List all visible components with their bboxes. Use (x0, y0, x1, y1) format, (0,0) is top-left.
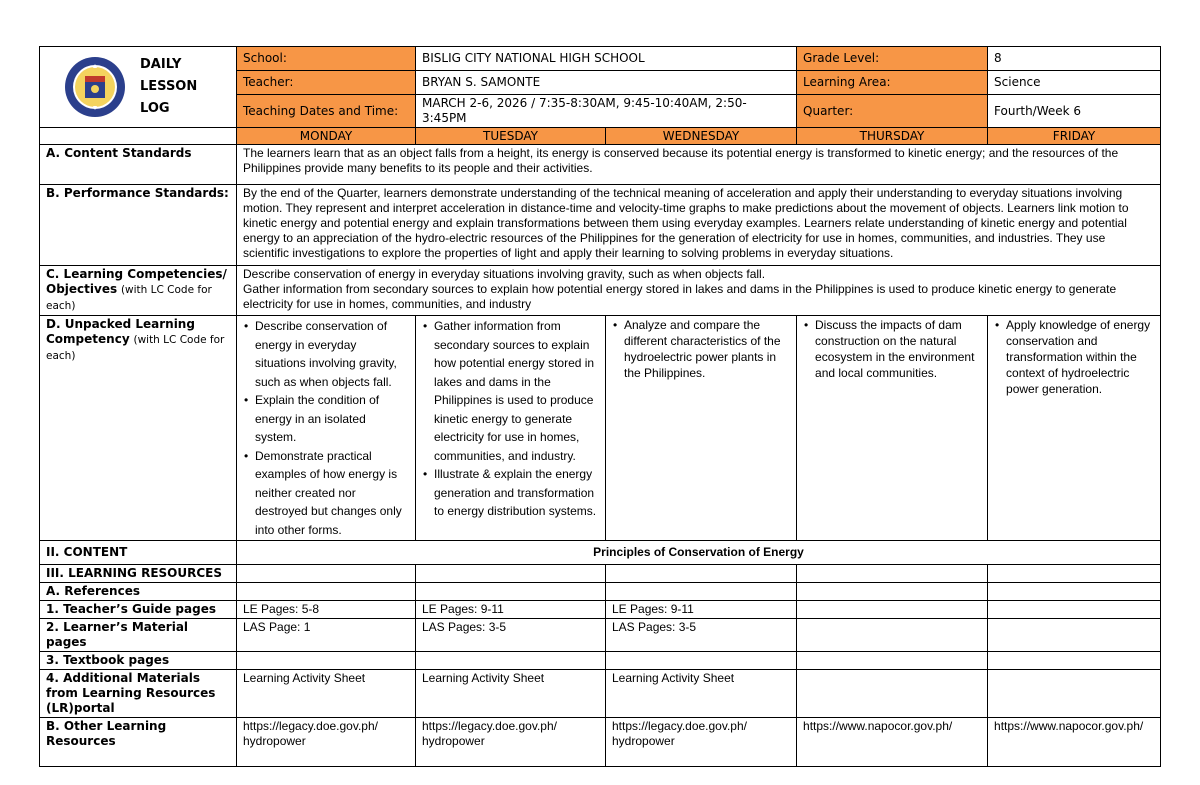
tg-wednesday: LE Pages: 9-11 (606, 601, 797, 619)
school-label: School: (237, 47, 416, 71)
teaching-dates-value: MARCH 2-6, 2026 / 7:35-8:30AM, 9:45-10:40AM, 2:50-3:45PM (416, 95, 797, 128)
content-standards-label: A. Content Standards (40, 145, 237, 185)
learners-material-label: 2. Learner’s Material pages (40, 619, 237, 652)
lm-tuesday: LAS Pages: 3-5 (416, 619, 606, 652)
list-item: • Explain the condition of energy in an isolated system. (255, 391, 409, 447)
add-monday: Learning Activity Sheet (237, 670, 416, 718)
list-item: • Describe conservation of energy in everyday situations involving gravity, such as when objects fall. (255, 317, 409, 391)
quarter-label: Quarter: (797, 95, 988, 128)
lm-monday: LAS Page: 1 (237, 619, 416, 652)
tg-monday: LE Pages: 5-8 (237, 601, 416, 619)
add-tuesday: Learning Activity Sheet (416, 670, 606, 718)
grade-level-label: Grade Level: (797, 47, 988, 71)
unpacked-friday (988, 316, 1161, 541)
other-monday: https://legacy.doe.gov.ph/ hydropower (237, 718, 416, 767)
title-log: LOG (140, 101, 170, 116)
unpacked-label: D. Unpacked Learning Competency (with LC Code for each) (40, 316, 237, 541)
daily-lesson-log-table (39, 46, 1161, 767)
teacher-label: Teacher: (237, 71, 416, 95)
tg-friday (988, 601, 1161, 619)
list-item: • Discuss the impacts of dam construction on the natural ecosystem in the environment and local communities. (815, 317, 981, 381)
add-wednesday: Learning Activity Sheet (606, 670, 797, 718)
other-resources-label: B. Other Learning Resources (40, 718, 237, 767)
day-wednesday: WEDNESDAY (606, 128, 797, 145)
unpacked-thursday (797, 316, 988, 541)
day-friday: FRIDAY (988, 128, 1161, 145)
other-thursday: https://www.napocor.gov.ph/ (797, 718, 988, 767)
competency-line-1: Describe conservation of energy in everyday situations involving gravity, such as when objects fall. (243, 267, 766, 281)
add-thursday (797, 670, 988, 718)
teaching-dates-label: Teaching Dates and Time: (237, 95, 416, 128)
quarter-value: Fourth/Week 6 (988, 95, 1161, 128)
references-label: A. References (40, 583, 237, 601)
teachers-guide-label: 1. Teacher’s Guide pages (40, 601, 237, 619)
learning-area-value: Science (988, 71, 1161, 95)
school-value: BISLIG CITY NATIONAL HIGH SCHOOL (416, 47, 797, 71)
list-item: • Illustrate & explain the energy generation and transformation to energy distribution systems. (434, 465, 599, 521)
day-monday: MONDAY (237, 128, 416, 145)
day-tuesday: TUESDAY (416, 128, 606, 145)
list-item: • Gather information from secondary sources to explain how potential energy stored in lakes and dams in the Philippines is used to produce kinetic energy to generate electricity for use in homes, communities, and industry. (434, 317, 599, 465)
textbook-label: 3. Textbook pages (40, 652, 237, 670)
performance-standards-label: B. Performance Standards: (40, 185, 237, 266)
content-standards-text: The learners learn that as an object falls from a height, its energy is conserved because its potential energy is transformed to kinetic energy; and the resources of the Philippines provide many benefits to its people and their activities. (237, 145, 1161, 185)
title-block (40, 47, 237, 128)
competencies-text (237, 266, 1161, 316)
lm-friday (988, 619, 1161, 652)
other-friday: https://www.napocor.gov.ph/ (988, 718, 1161, 767)
day-header-blank (40, 128, 237, 145)
list-item: • Analyze and compare the different characteristics of the hydroelectric power plants in the Philippines. (624, 317, 790, 381)
add-friday (988, 670, 1161, 718)
grade-level-value: 8 (988, 47, 1161, 71)
competencies-label: C. Learning Competencies/ Objectives (with LC Code for each) (40, 266, 237, 316)
tg-tuesday: LE Pages: 9-11 (416, 601, 606, 619)
day-thursday: THURSDAY (797, 128, 988, 145)
other-wednesday: https://legacy.doe.gov.ph/ hydropower (606, 718, 797, 767)
content-value: Principles of Conservation of Energy (237, 541, 1161, 565)
list-item: • Apply knowledge of energy conservation and transformation within the context of hydroelectric power generation. (1006, 317, 1154, 397)
teacher-value: BRYAN S. SAMONTE (416, 71, 797, 95)
deped-seal-icon (64, 56, 126, 118)
title-daily: DAILY (140, 57, 182, 72)
learning-resources-label: III. LEARNING RESOURCES (40, 565, 237, 583)
tg-thursday (797, 601, 988, 619)
lm-thursday (797, 619, 988, 652)
title-lesson: LESSON (140, 79, 198, 94)
unpacked-monday (237, 316, 416, 541)
additional-materials-label: 4. Additional Materials from Learning Resources (LR)portal (40, 670, 237, 718)
unpacked-tuesday (416, 316, 606, 541)
learning-area-label: Learning Area: (797, 71, 988, 95)
content-label: II. CONTENT (40, 541, 237, 565)
competency-line-2: Gather information from secondary sources to explain how potential energy stored in lakes and dams in the Philippines is used to produce kinetic energy to generate electricity for use in homes, communities, and industry (243, 282, 1117, 311)
list-item: • Demonstrate practical examples of how energy is neither created nor destroyed but changes only into other forms. (255, 447, 409, 540)
performance-standards-text: By the end of the Quarter, learners demonstrate understanding of the technical meaning of acceleration and apply their understanding to everyday situations involving motion. They represent and interpret acceleration in distance-time and velocity-time graphs to make predictions about the movement of objects. Learners link motion to kinetic energy and potential energy and explain transformations between them using everyday examples. Learners relate understanding of kinetic energy and potential energy to an appreciation of the hydro-electric resources of the Philippines for the generation of electricity for use in homes, communities, and industries. They use scientific investigations to explore the properties of light and apply their learning to solving problems in everyday situations. (237, 185, 1161, 266)
unpacked-wednesday (606, 316, 797, 541)
lm-wednesday: LAS Pages: 3-5 (606, 619, 797, 652)
other-tuesday: https://legacy.doe.gov.ph/ hydropower (416, 718, 606, 767)
